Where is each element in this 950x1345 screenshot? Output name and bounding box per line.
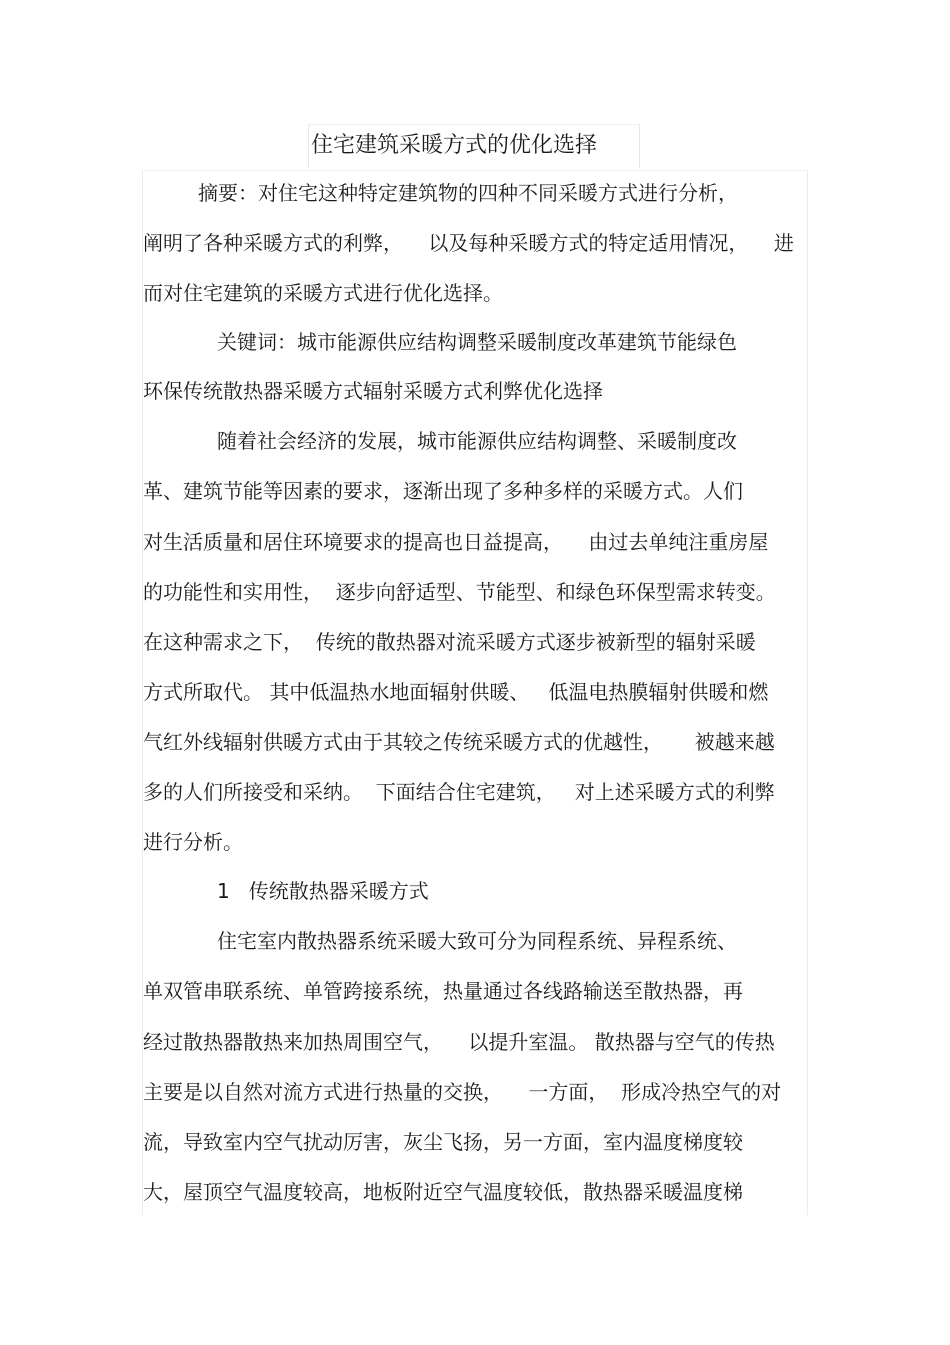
paragraph-1-line-8: 多的人们所接受和采纳。 下面结合住宅建筑， 对上述采暖方式的利弊 — [143, 780, 775, 804]
section-1-heading: 1 传统散热器采暖方式 — [217, 879, 429, 903]
paragraph-2-line-3: 经过散热器散热来加热周围空气， 以提升室温。 散热器与空气的传热 — [143, 1030, 775, 1054]
abstract-line-1: 摘要：对住宅这种特定建筑物的四种不同采暖方式进行分析， — [198, 181, 738, 205]
paragraph-1-line-7: 气红外线辐射供暖方式由于其较之传统采暖方式的优越性， 被越来越 — [143, 730, 775, 754]
paragraph-2-line-4: 主要是以自然对流方式进行热量的交换， 一方面， 形成冷热空气的对 — [143, 1080, 782, 1104]
keywords-line-1: 关键词：城市能源供应结构调整采暖制度改革建筑节能绿色 — [217, 330, 737, 354]
title-frame — [308, 124, 640, 168]
paragraph-2-line-6: 大，屋顶空气温度较高，地板附近空气温度较低，散热器采暖温度梯 — [143, 1180, 743, 1204]
document-title: 住宅建筑采暖方式的优化选择 — [311, 133, 598, 158]
paragraph-2-line-1: 住宅室内散热器系统采暖大致可分为同程系统、异程系统、 — [217, 929, 737, 953]
paragraph-1-line-6: 方式所取代。 其中低温热水地面辐射供暖、 低温电热膜辐射供暖和燃 — [143, 680, 769, 704]
paragraph-2-line-2: 单双管串联系统、单管跨接系统，热量通过各线路输送至散热器，再 — [143, 979, 743, 1003]
paragraph-1-line-3: 对生活质量和居住环境要求的提高也日益提高， 由过去单纯注重房屋 — [143, 530, 769, 554]
paragraph-1-line-1: 随着社会经济的发展，城市能源供应结构调整、采暖制度改 — [217, 429, 737, 453]
keywords-line-2: 环保传统散热器采暖方式辐射采暖方式利弊优化选择 — [143, 379, 603, 403]
abstract-line-3: 而对住宅建筑的采暖方式进行优化选择。 — [143, 281, 503, 305]
paragraph-1-line-5: 在这种需求之下， 传统的散热器对流采暖方式逐步被新型的辐射采暖 — [143, 630, 756, 654]
paragraph-1-line-4: 的功能性和实用性， 逐步向舒适型、节能型、和绿色环保型需求转变。 — [143, 580, 776, 604]
paragraph-1-line-2: 革、建筑节能等因素的要求，逐渐出现了多种多样的采暖方式。人们 — [143, 479, 743, 503]
paragraph-2-line-5: 流，导致室内空气扰动厉害，灰尘飞扬，另一方面，室内温度梯度较 — [143, 1130, 743, 1154]
abstract-line-2: 阐明了各种采暖方式的利弊， 以及每种采暖方式的特定适用情况， 进 — [143, 231, 794, 255]
paragraph-1-line-9: 进行分析。 — [143, 830, 243, 854]
